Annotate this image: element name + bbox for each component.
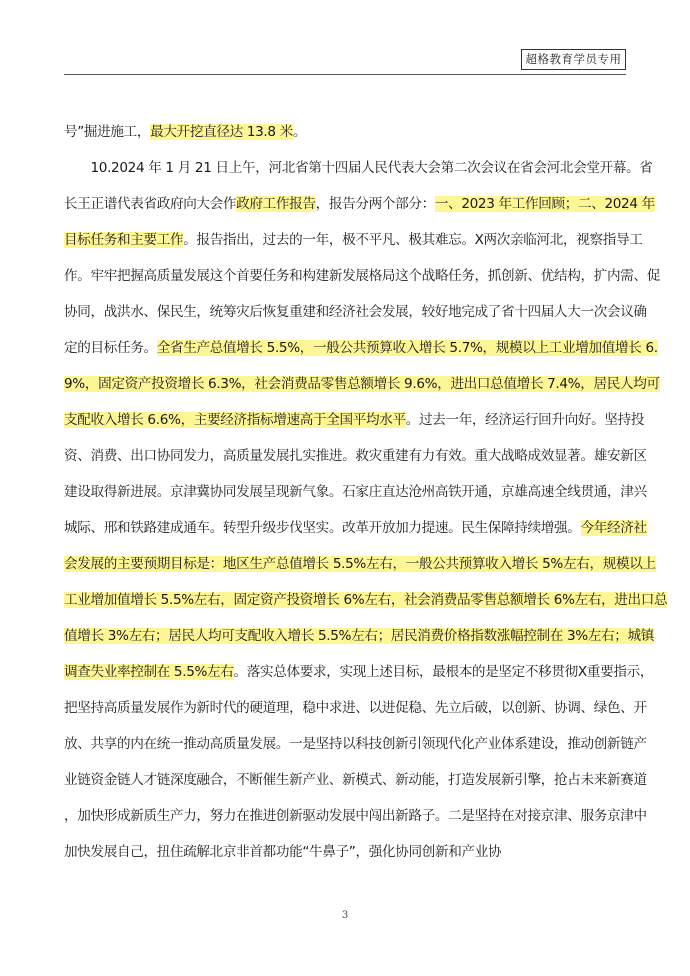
text-segment: 。报告指出，过去的一年，极不平凡、极其难忘。X两次亲临河北，视察指导工	[183, 232, 643, 248]
highlighted-text: 政府工作报告	[236, 196, 316, 212]
text-segment: 定的目标任务。	[64, 340, 157, 356]
page-number: 3	[341, 910, 349, 921]
highlighted-text: 会发展的主要预期目标是：地区生产总值增长 5.5%左右，一般公共预算收入增长 5%左右，规模以上	[64, 556, 656, 572]
text-line	[64, 402, 645, 438]
text-line	[64, 618, 655, 654]
text-line	[64, 114, 628, 150]
document-body	[64, 114, 668, 870]
text-segment: 把坚持高质量发展作为新时代的硬道理，稳中求进、以进促稳、先立后破，以创新、协调、绿色、开	[64, 700, 647, 716]
text-segment: ，报告分两个部分：	[315, 196, 435, 212]
text-line	[64, 294, 647, 330]
highlighted-text: 一、2023 年工作回顾；二、2024 年	[434, 196, 655, 212]
text-line	[64, 330, 658, 366]
highlighted-text: 支配收入增长 6.6%，主要经济指标增速高于全国平均水平	[64, 412, 406, 428]
highlighted-text: 工业增加值增长 5.5%左右，固定资产投资增长 6%左右，社会消费品零售总额增长 6%左右，进出口总	[64, 592, 668, 608]
text-segment: 号”掘进施工，	[64, 124, 151, 140]
text-line	[64, 510, 647, 546]
text-segment: 。	[292, 124, 307, 140]
text-segment: 资、消费、出口协同发力，高质量发展扎实推进。救灾重建有力有效。重大战略成效显著。雄安新区	[64, 448, 647, 464]
text-line	[64, 438, 647, 474]
text-line	[64, 726, 647, 762]
text-line	[64, 582, 668, 618]
text-segment: 加快发展自己，扭住疏解北京非首都功能“牛鼻子”，强化协同创新和产业协	[64, 844, 502, 860]
text-line	[64, 366, 660, 402]
highlighted-text: 今年经济社	[580, 520, 647, 536]
text-segment: 10.2024 年 1 月 21 日上午，河北省第十四届人民代表大会第二次会议在省会河北会堂开幕。省	[64, 160, 653, 176]
text-segment: 建设取得新进展。京津冀协同发展呈现新气象。石家庄直达沧州高铁开通，京雄高速全线贯通，津兴	[64, 484, 647, 500]
text-segment: 作。牢牢把握高质量发展这个首要任务和构建新发展格局这个战略任务，抓创新、优结构，扩内需、促	[64, 268, 660, 284]
text-segment: 。落实总体要求，实现上述目标，最根本的是坚定不移贯彻X重要指示，	[233, 664, 654, 680]
text-segment: 长王正谱代表省政府向大会作	[64, 196, 237, 212]
text-line	[64, 258, 660, 294]
text-line	[64, 654, 654, 690]
text-line	[64, 690, 647, 726]
text-line	[64, 222, 643, 258]
text-line	[64, 186, 655, 222]
text-segment: 城际、邢和铁路建成通车。转型升级步伐坚实。改革开放加力提速。民生保障持续增强。	[64, 520, 581, 536]
text-segment: 协同，战洪水、保民生，统筹灾后恢复重建和经济社会发展，较好地完成了省十四届人大一次会议确	[64, 304, 647, 320]
text-line	[64, 150, 653, 186]
text-line	[64, 546, 656, 582]
highlighted-text: 调查失业率控制在 5.5%左右	[64, 664, 234, 680]
text-line	[64, 834, 628, 870]
highlighted-text: 9%，固定资产投资增长 6.3%，社会消费品零售总额增长 9.6%，进出口总值增长 7.4%，居民人均可	[64, 376, 660, 392]
text-segment: 放、共享的内在统一推动高质量发展。一是坚持以科技创新引领现代化产业体系建设，推动创新链产	[64, 736, 647, 752]
highlighted-text: 最大开挖直径达 13.8 米	[150, 124, 293, 140]
highlighted-text: 全省生产总值增长 5.5%，一般公共预算收入增长 5.7%，规模以上工业增加值增长 6.	[156, 340, 658, 356]
highlighted-text: 值增长 3%左右；居民人均可支配收入增长 5.5%左右；居民消费价格指数涨幅控制在 3%左右；城镇	[64, 628, 655, 644]
text-line	[64, 762, 647, 798]
header-rule	[64, 74, 626, 75]
text-segment: 业链资金链人才链深度融合，不断催生新产业、新模式、新动能，打造发展新引擎，抢占未来新赛道	[64, 772, 647, 788]
text-line	[64, 474, 647, 510]
text-line	[64, 798, 647, 834]
watermark-badge: 超格教育学员专用	[521, 49, 626, 70]
text-segment: 。过去一年，经济运行回升向好。坚持投	[405, 412, 645, 428]
highlighted-text: 目标任务和主要工作	[64, 232, 184, 248]
text-segment: ，加快形成新质生产力，努力在推进创新驱动发展中闯出新路子。二是坚持在对接京津、服务京津中	[64, 808, 647, 824]
